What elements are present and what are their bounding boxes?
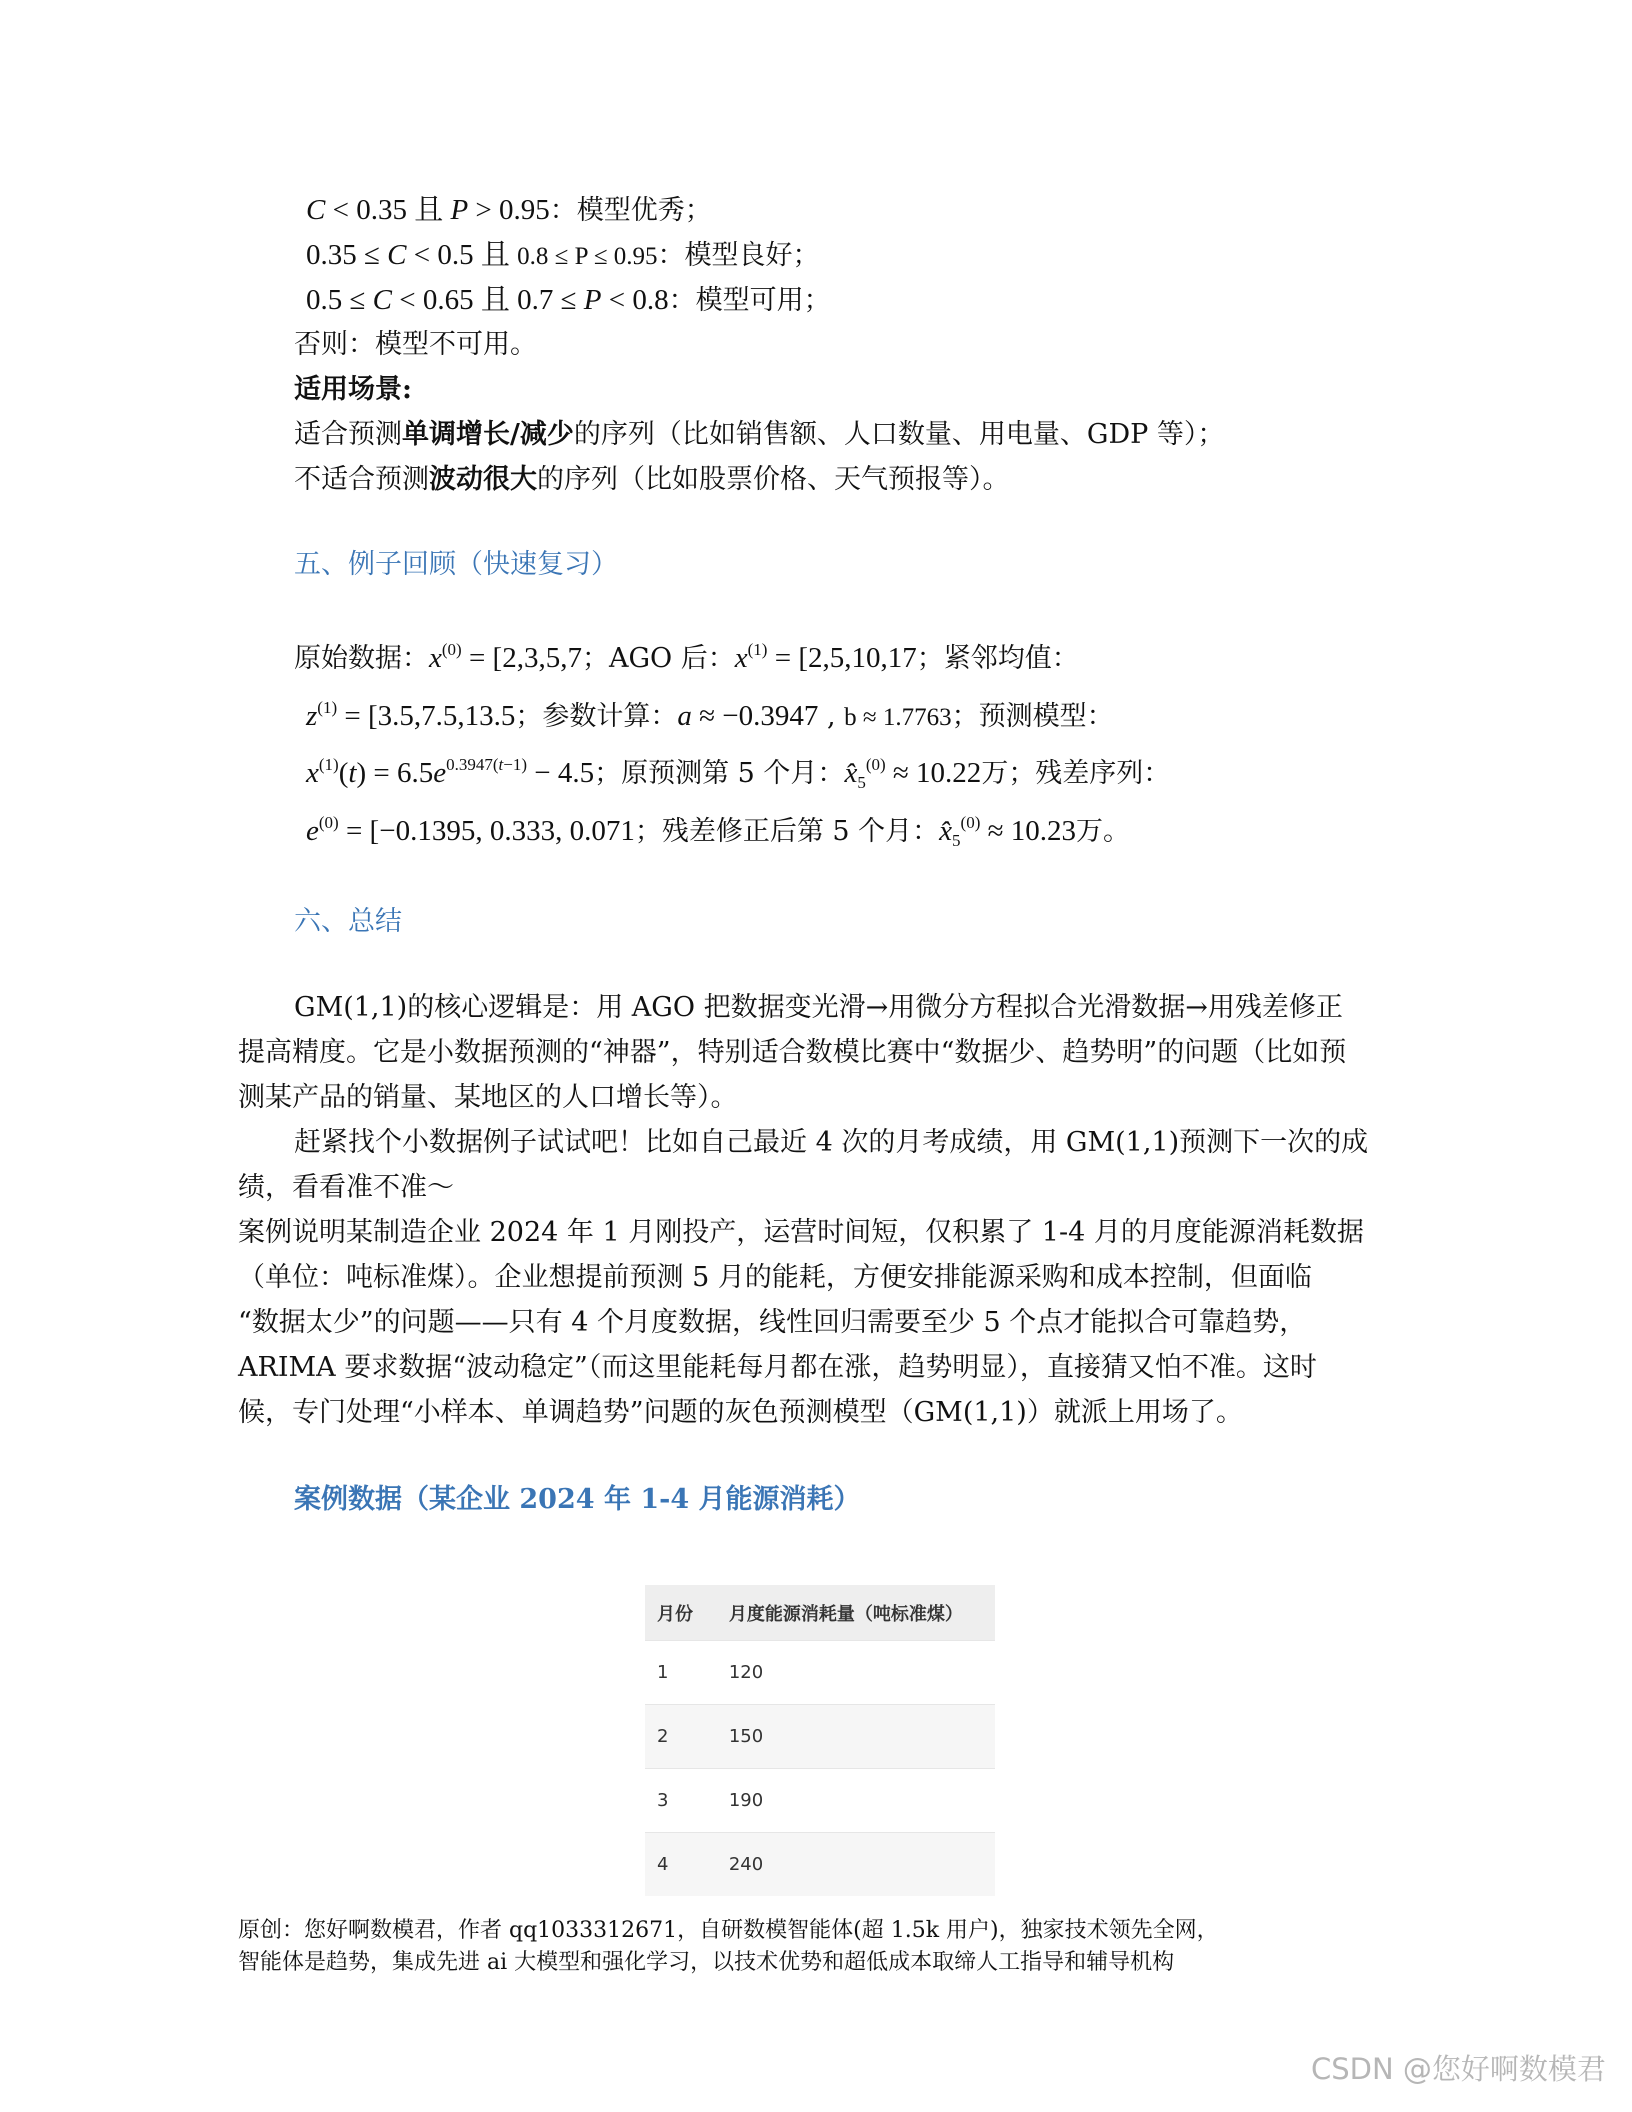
cell-consumption: 240 — [699, 1833, 995, 1897]
case-desc-line-4: ARIMA 要求数据“波动稳定”（而这里能耗每月都在涨，趋势明显），直接猜又怕不准。这时 — [238, 1352, 1317, 1383]
cell-month: 4 — [645, 1833, 699, 1897]
criteria-good: 0.35 ≤ C < 0.5 且 0.8 ≤ P ≤ 0.95：模型良好； — [306, 239, 820, 271]
example-line-4: $e^{(0)} = [-0.1395$, 0.333, 0.071；残差修正后第 5 个月：$x̂_5^{(0)} \approx 10.23$万。 — [306, 813, 1131, 850]
scenario-unsuitable: 不适合预测波动很大的序列（比如股票价格、天气预报等）。 — [294, 464, 1010, 495]
summary-p1-line-3: 测某产品的销量、某地区的人口增长等）。 — [238, 1082, 738, 1113]
cell-consumption: 120 — [699, 1641, 995, 1705]
section-5-heading: 五、例子回顾（快速复习） — [294, 549, 618, 580]
table-row — [645, 1705, 995, 1769]
cell-month: 1 — [645, 1641, 699, 1705]
summary-p1-line-1: GM(1,1)的核心逻辑是：用 AGO 把数据变光滑→用微分方程拟合光滑数据→用残差修正 — [294, 992, 1343, 1023]
table-header-row — [645, 1585, 995, 1641]
example-line-1: 原始数据：$x^{(0)} = [2,3,5,7$；AGO 后：$x^{(1)} = [2,5,10,17$；紧邻均值： — [294, 640, 1079, 674]
scenario-title: 适用场景: — [294, 374, 412, 405]
section-6-heading: 六、总结 — [294, 906, 402, 937]
cell-consumption: 190 — [699, 1769, 995, 1833]
case-desc-line-3: “数据太少”的问题——只有 4 个月度数据，线性回归需要至少 5 个点才能拟合可靠趋势， — [238, 1307, 1307, 1338]
criteria-unusable: 否则：模型不可用。 — [294, 329, 537, 360]
footer-line-1: 原创：您好啊数模君，作者 qq1033312671，自研数模智能体(超 1.5k 用户)，独家技术领先全网， — [238, 1918, 1219, 1943]
summary-p1-line-2: 提高精度。它是小数据预测的“神器”，特别适合数模比赛中“数据少、趋势明”的问题（比如预 — [238, 1037, 1347, 1068]
footer-line-2: 智能体是趋势，集成先进 ai 大模型和强化学习，以技术优势和超低成本取缔人工指导和辅导机构 — [238, 1950, 1175, 1975]
scenario-suitable: 适合预测单调增长/减少的序列（比如销售额、人口数量、用电量、GDP 等）； — [294, 419, 1225, 450]
csdn-watermark: CSDN @您好啊数模君 — [1311, 2052, 1606, 2086]
energy-consumption-table — [645, 1585, 995, 1896]
case-data-heading: 案例数据（某企业 2024 年 1-4 月能源消耗） — [294, 1484, 861, 1515]
case-desc-line-5: 候，专门处理“小样本、单调趋势”问题的灰色预测模型（GM(1,1)）就派上用场了。 — [238, 1397, 1243, 1428]
table-row — [645, 1769, 995, 1833]
summary-p2-line-1: 赶紧找个小数据例子试试吧！比如自己最近 4 次的月考成绩，用 GM(1,1)预测下一次的成 — [294, 1127, 1369, 1158]
header-consumption: 月度能源消耗量（吨标准煤） — [699, 1585, 995, 1641]
header-month: 月份 — [645, 1585, 699, 1641]
table-row — [645, 1641, 995, 1705]
case-desc-line-2: （单位：吨标准煤）。企业想提前预测 5 月的能耗，方便安排能源采购和成本控制，但面临 — [238, 1262, 1312, 1293]
case-desc-line-1: 案例说明某制造企业 2024 年 1 月刚投产，运营时间短，仅积累了 1-4 月的月度能源消耗数据 — [238, 1217, 1364, 1248]
example-line-3: $x^{(1)}(t) = 6.5e^{0.3947(t-1)} - 4.5$；原预测第 5 个月：$x̂_5^{(0)} \approx 10.22$万；残差序列： — [306, 755, 1171, 792]
example-line-2: $z^{(1)} = [3.5,7.5,13.5$；参数计算：a ≈ −0.3947 , b ≈ 1.7763；预测模型： — [306, 698, 1114, 732]
criteria-excellent: C < 0.35 且 P > 0.95：模型优秀； — [306, 194, 712, 226]
summary-p2-line-2: 绩，看看准不准～ — [238, 1172, 454, 1203]
table-row — [645, 1833, 995, 1897]
cell-consumption: 150 — [699, 1705, 995, 1769]
cell-month: 3 — [645, 1769, 699, 1833]
criteria-usable: 0.5 ≤ C < 0.65 且 0.7 ≤ P < 0.8：模型可用； — [306, 284, 831, 316]
cell-month: 2 — [645, 1705, 699, 1769]
